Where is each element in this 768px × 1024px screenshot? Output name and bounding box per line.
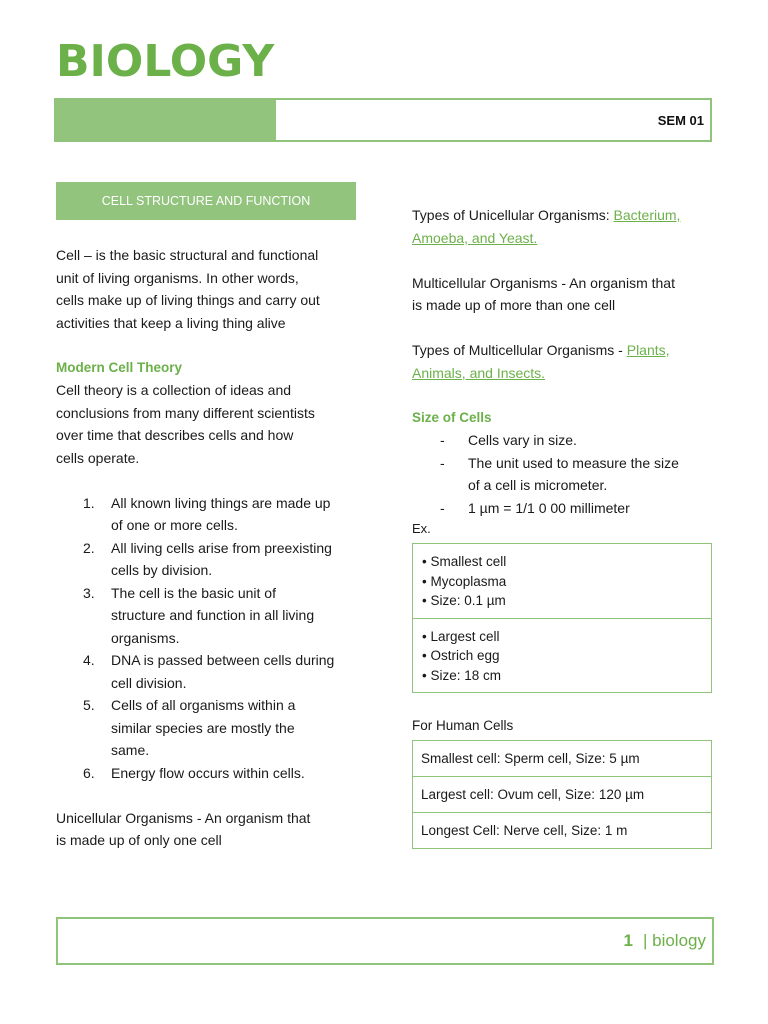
semester-bar-fill bbox=[56, 100, 276, 140]
human-cells-table bbox=[412, 740, 712, 849]
theory-text-line: Cell theory is a collection of ideas and bbox=[56, 382, 292, 398]
multicellular-types-cont bbox=[412, 362, 722, 385]
left-column bbox=[56, 182, 362, 852]
unicellular-types: Types of Unicellular Organisms: Bacterium, bbox=[412, 207, 681, 223]
list-item: - 1 µm = 1/1 0 00 millimeter bbox=[440, 499, 630, 516]
unicellular-types-link[interactable]: Bacterium, bbox=[613, 207, 681, 223]
page-footer bbox=[56, 917, 714, 965]
theory-text-line: conclusions from many different scientists bbox=[56, 404, 315, 421]
list-item: - The unit used to measure the size of a cell is micrometer. bbox=[440, 454, 679, 493]
size-heading: Size of Cells bbox=[412, 409, 492, 425]
page-title: BIOLOGY bbox=[56, 36, 275, 87]
unicellular-definition-line: Unicellular Organisms - An organism that bbox=[56, 809, 311, 826]
section-banner: CELL STRUCTURE AND FUNCTION bbox=[56, 182, 356, 220]
semester-label: SEM 01 bbox=[657, 112, 704, 128]
list-item: 4. DNA is passed between cells during cell division. bbox=[83, 652, 335, 691]
cell-definition-line: activities that keep a living thing alive bbox=[56, 314, 286, 331]
unicellular-definition-line: is made up of only one cell bbox=[56, 832, 222, 848]
table-row: • Largest cell • Ostrich egg • Size: 18 cm bbox=[413, 618, 711, 693]
list-item: - Cells vary in size. bbox=[440, 432, 577, 448]
page-number: 1 | biology bbox=[623, 931, 706, 950]
unicellular-types-cont bbox=[412, 227, 722, 250]
multicellular-types-link[interactable]: Plants, bbox=[626, 342, 670, 358]
table-row: Largest cell: Ovum cell, Size: 120 µm bbox=[413, 776, 711, 812]
theory-text-line: cells operate. bbox=[56, 449, 140, 466]
semester-bar bbox=[54, 98, 712, 142]
list-item: 6. Energy flow occurs within cells. bbox=[83, 764, 305, 781]
multicellular-types-link[interactable]: Animals, and Insects. bbox=[412, 364, 546, 381]
size-points-list bbox=[412, 429, 722, 519]
table-row: Longest Cell: Nerve cell, Size: 1 m bbox=[413, 812, 711, 848]
cell-definition-line: unit of living organisms. In other words, bbox=[56, 269, 299, 286]
theory-heading: Modern Cell Theory bbox=[56, 359, 183, 375]
examples-table bbox=[412, 543, 712, 693]
cell-theory-list bbox=[56, 492, 362, 785]
list-item: 3. The cell is the basic unit of structure and function in all living organisms. bbox=[83, 584, 315, 646]
cell-definition-line: Cell – is the basic structural and functional bbox=[56, 247, 319, 263]
list-item: 1. All known living things are made up of one or more cells. bbox=[83, 494, 331, 533]
theory-text-line: over time that describes cells and how bbox=[56, 427, 294, 443]
multicellular-types: Types of Multicellular Organisms - Plants, bbox=[412, 342, 670, 358]
multicellular-definition-line: Multicellular Organisms - An organism that bbox=[412, 274, 675, 291]
list-item: 2. All living cells arise from preexisting cells by division. bbox=[83, 539, 332, 578]
example-label: Ex. bbox=[412, 521, 431, 536]
multicellular-definition-line: is made up of more than one cell bbox=[412, 297, 616, 313]
table-row: • Smallest cell • Mycoplasma • Size: 0.1 µm bbox=[422, 554, 507, 608]
cell-definition-line: cells make up of living things and carry out bbox=[56, 292, 320, 308]
right-column bbox=[412, 204, 722, 849]
human-cells-label: For Human Cells bbox=[412, 718, 514, 733]
unicellular-types-link[interactable]: Amoeba, and Yeast. bbox=[412, 229, 538, 246]
table-row: Smallest cell: Sperm cell, Size: 5 µm bbox=[421, 750, 640, 766]
list-item: 5. Cells of all organisms within a similar species are mostly the same. bbox=[83, 697, 296, 758]
